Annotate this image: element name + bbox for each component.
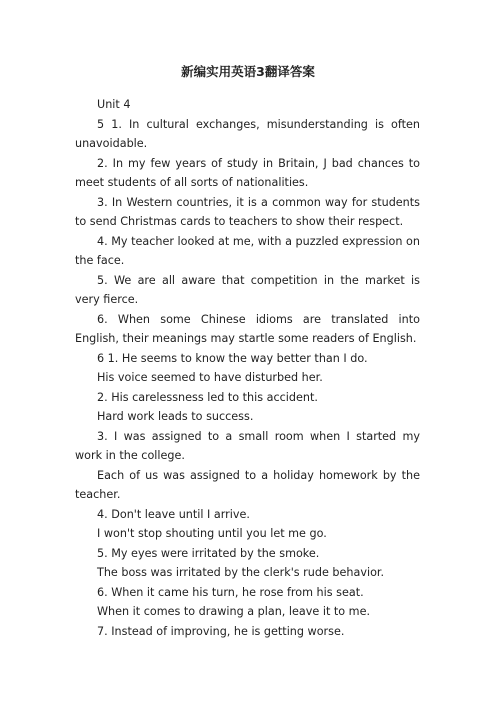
paragraph: 3. I was assigned to a small room when I started my work in the college. [75,429,420,462]
paragraph: 5 1. In cultural exchanges, misunderstanding is often unavoidable. [75,117,420,150]
paragraph: 4. My teacher looked at me, with a puzzled expression on the face. [75,234,420,267]
paragraph: Hard work leads to success. [97,410,254,423]
document-body [75,95,420,641]
document-title: 新编实用英语3翻译答案 [181,64,315,79]
paragraph: His voice seemed to have disturbed her. [97,371,323,384]
paragraph: 2. In my few years of study in Britain, J bad chances to meet students of all sorts of nationalities. [75,156,420,189]
paragraph: 3. In Western countries, it is a common way for students to send Christmas cards to teachers to show their respect. [75,195,420,228]
paragraph: 5. We are all aware that competition in the market is very fierce. [75,273,420,306]
paragraph: 6 1. He seems to know the way better than I do. [97,351,368,365]
paragraph: The boss was irritated by the clerk's rude behavior. [97,566,385,579]
paragraph: 4. Don't leave until I arrive. [97,507,250,521]
paragraph: 6. When some Chinese idioms are translated into English, their meanings may startle some readers of English. [75,312,420,345]
paragraph: 7. Instead of improving, he is getting worse. [97,624,345,638]
paragraph: I won't stop shouting until you let me go. [97,527,327,540]
paragraph: 5. My eyes were irritated by the smoke. [97,546,320,560]
paragraph: When it comes to drawing a plan, leave it to me. [97,605,371,618]
paragraph: 6. When it came his turn, he rose from his seat. [97,585,364,599]
paragraph: 2. His carelessness led to this accident. [97,390,318,404]
unit-heading: Unit 4 [97,98,131,111]
paragraph: Each of us was assigned to a holiday homework by the teacher. [75,468,420,501]
